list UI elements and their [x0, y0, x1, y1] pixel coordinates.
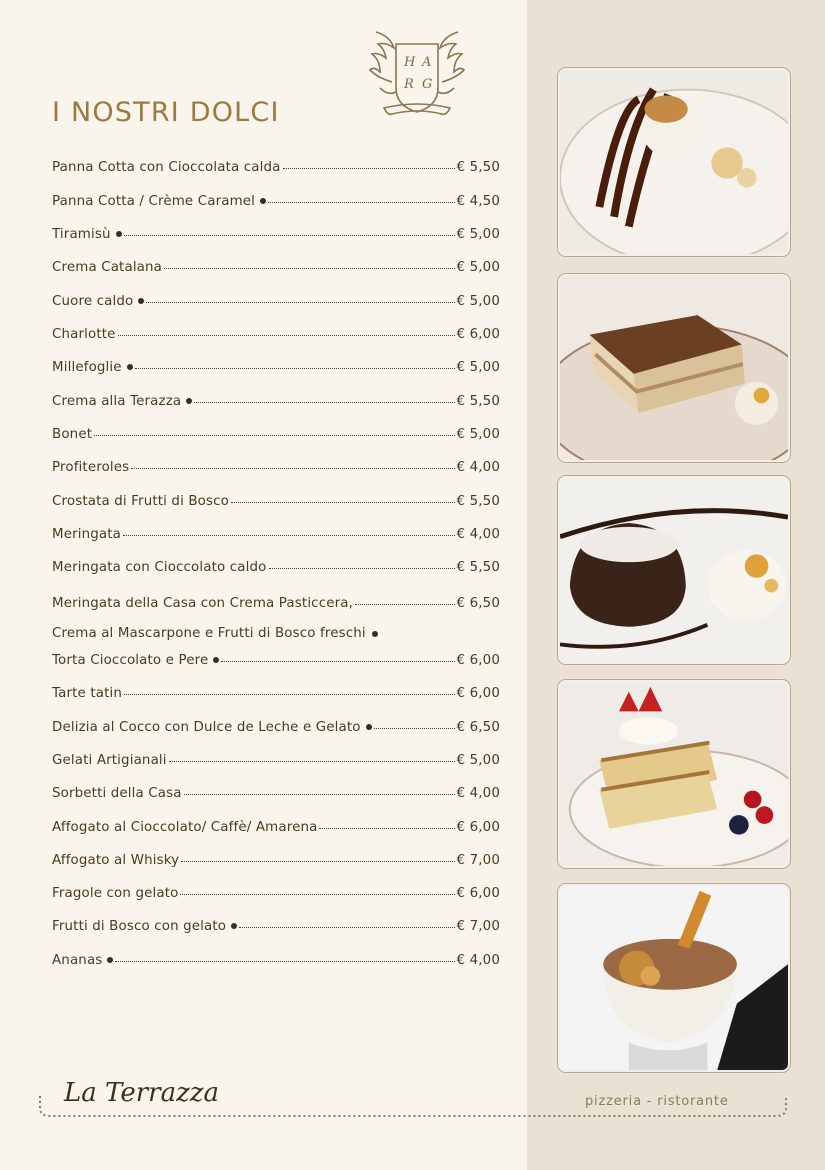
menu-item-price: € 5,50 — [456, 394, 500, 409]
menu-item — [52, 560, 500, 575]
menu-item-price: € 5,50 — [456, 560, 500, 575]
menu-item-name: Crema alla Terazza — [52, 394, 182, 409]
menu-item — [52, 494, 500, 509]
menu-item — [52, 527, 500, 542]
menu-item — [52, 327, 500, 342]
menu-item — [52, 953, 500, 968]
menu-item-price: € 6,00 — [456, 686, 500, 701]
millefoglie-photo — [558, 680, 790, 868]
bullet-icon — [366, 724, 372, 730]
menu-item-name: Charlotte — [52, 327, 116, 342]
menu-item-name: Tiramisù — [52, 227, 111, 242]
menu-item-price: € 6,00 — [456, 820, 500, 835]
cuore-caldo-photo — [558, 476, 790, 664]
bullet-icon — [372, 631, 378, 637]
menu-item — [52, 753, 500, 768]
dotted-leader — [231, 502, 454, 503]
dotted-leader — [221, 661, 454, 662]
dotted-leader — [374, 728, 455, 729]
menu-item — [52, 427, 500, 442]
menu-item-price: € 7,00 — [456, 919, 500, 934]
menu-item-price: € 4,00 — [456, 460, 500, 475]
bullet-icon — [231, 923, 237, 929]
menu-item-name: Fragole con gelato — [52, 886, 179, 901]
crest-letter-a: A — [422, 55, 432, 70]
menu-item — [52, 294, 500, 309]
crest-logo-icon — [366, 26, 468, 122]
bullet-icon — [116, 231, 122, 237]
dotted-leader — [115, 961, 454, 962]
bullet-icon — [186, 398, 192, 404]
menu-item — [52, 886, 500, 901]
menu-item-name: Gelati Artigianali — [52, 753, 167, 768]
dotted-leader — [355, 604, 454, 605]
menu-item — [52, 360, 500, 375]
menu-item-name: Delizia al Cocco con Dulce de Leche e Gelato — [52, 720, 361, 735]
menu-item-price: € 6,50 — [456, 596, 500, 611]
bullet-icon — [107, 957, 113, 963]
menu-item-name: Cuore caldo — [52, 294, 134, 309]
menu-item-name: Frutti di Bosco con gelato — [52, 919, 227, 934]
menu-item-name: Panna Cotta / Crème Caramel — [52, 194, 256, 209]
dotted-leader — [184, 794, 455, 795]
crest-letter-h: H — [404, 55, 416, 70]
dotted-leader — [164, 268, 454, 269]
menu-item-price: € 5,00 — [456, 260, 500, 275]
menu-item-price: € 5,00 — [456, 227, 500, 242]
menu-item-name: Sorbetti della Casa — [52, 786, 182, 801]
menu-item — [52, 596, 500, 611]
bullet-icon — [138, 298, 144, 304]
menu-item — [52, 686, 500, 701]
menu-item — [52, 394, 500, 409]
menu-item — [52, 919, 500, 934]
menu-item-name: Crema Catalana — [52, 260, 163, 275]
menu-item-name: Meringata della Casa con Crema Pasticcera, — [52, 596, 354, 611]
dotted-leader — [118, 335, 455, 336]
menu-item-name: Crostata di Frutti di Bosco — [52, 494, 230, 509]
menu-item-name: Profiteroles — [52, 460, 130, 475]
menu-item-name: Tarte tatin — [52, 686, 122, 701]
menu-item-name: Ananas — [52, 953, 103, 968]
tiramisu-photo — [558, 274, 790, 462]
menu-item — [52, 786, 500, 801]
menu-item — [52, 160, 500, 175]
dotted-leader — [194, 402, 454, 403]
menu-item — [52, 460, 500, 475]
crest-letter-g: G — [422, 77, 433, 92]
menu-item-name: Meringata — [52, 527, 122, 542]
dotted-leader — [124, 694, 455, 695]
menu-item-name: Affogato al Whisky — [52, 853, 180, 868]
bullet-icon — [260, 198, 266, 204]
menu-item-name: Torta Cioccolato e Pere — [52, 653, 209, 668]
restaurant-subtitle: pizzeria - ristorante — [585, 1094, 729, 1109]
menu-item-price: € 6,00 — [456, 653, 500, 668]
menu-item-continuation — [52, 626, 500, 641]
menu-item-price: € 5,00 — [456, 360, 500, 375]
menu-item-price: € 7,00 — [456, 853, 500, 868]
menu-item-price: € 5,50 — [456, 494, 500, 509]
dotted-leader — [135, 368, 455, 369]
menu-item-price: € 4,00 — [456, 786, 500, 801]
menu-item — [52, 260, 500, 275]
menu-item-name: Panna Cotta con Cioccolata calda — [52, 160, 281, 175]
dotted-leader — [131, 468, 454, 469]
dotted-leader — [283, 168, 455, 169]
menu-item-price: € 6,50 — [456, 720, 500, 735]
dotted-leader — [146, 302, 454, 303]
dotted-leader — [319, 828, 454, 829]
menu-item-price: € 4,00 — [456, 527, 500, 542]
menu-item — [52, 820, 500, 835]
dotted-leader — [94, 435, 454, 436]
restaurant-logo: La Terrazza — [64, 1078, 219, 1108]
bullet-icon — [213, 657, 219, 663]
crest-letter-r: R — [404, 77, 414, 92]
dotted-leader — [124, 235, 455, 236]
dotted-leader — [169, 761, 455, 762]
menu-item-price: € 4,00 — [456, 953, 500, 968]
menu-item-price: € 5,00 — [456, 753, 500, 768]
panna-cotta-photo — [558, 68, 790, 256]
menu-item-price: € 4,50 — [456, 194, 500, 209]
dotted-leader — [123, 535, 454, 536]
menu-item-name: Affogato al Cioccolato/ Caffè/ Amarena — [52, 820, 318, 835]
menu-item — [52, 853, 500, 868]
bullet-icon — [127, 364, 133, 370]
menu-item-price: € 5,00 — [456, 427, 500, 442]
dotted-leader — [269, 568, 455, 569]
menu-item — [52, 227, 500, 242]
menu-item-continuation-text: Crema al Mascarpone e Frutti di Bosco freschi — [52, 626, 366, 641]
menu-item — [52, 653, 500, 668]
menu-item — [52, 720, 500, 735]
menu-item-price: € 6,00 — [456, 886, 500, 901]
menu-item — [52, 194, 500, 209]
dotted-leader — [180, 894, 454, 895]
gelato-photo — [558, 884, 790, 1072]
dotted-leader — [268, 202, 454, 203]
dotted-leader — [239, 927, 454, 928]
page-title: I NOSTRI DOLCI — [52, 97, 280, 128]
menu-item-name: Millefoglie — [52, 360, 122, 375]
menu-item-name: Bonet — [52, 427, 93, 442]
dotted-leader — [181, 861, 454, 862]
menu-item-price: € 6,00 — [456, 327, 500, 342]
menu-item-price: € 5,50 — [456, 160, 500, 175]
menu-item-name: Meringata con Cioccolato caldo — [52, 560, 267, 575]
menu-item-price: € 5,00 — [456, 294, 500, 309]
